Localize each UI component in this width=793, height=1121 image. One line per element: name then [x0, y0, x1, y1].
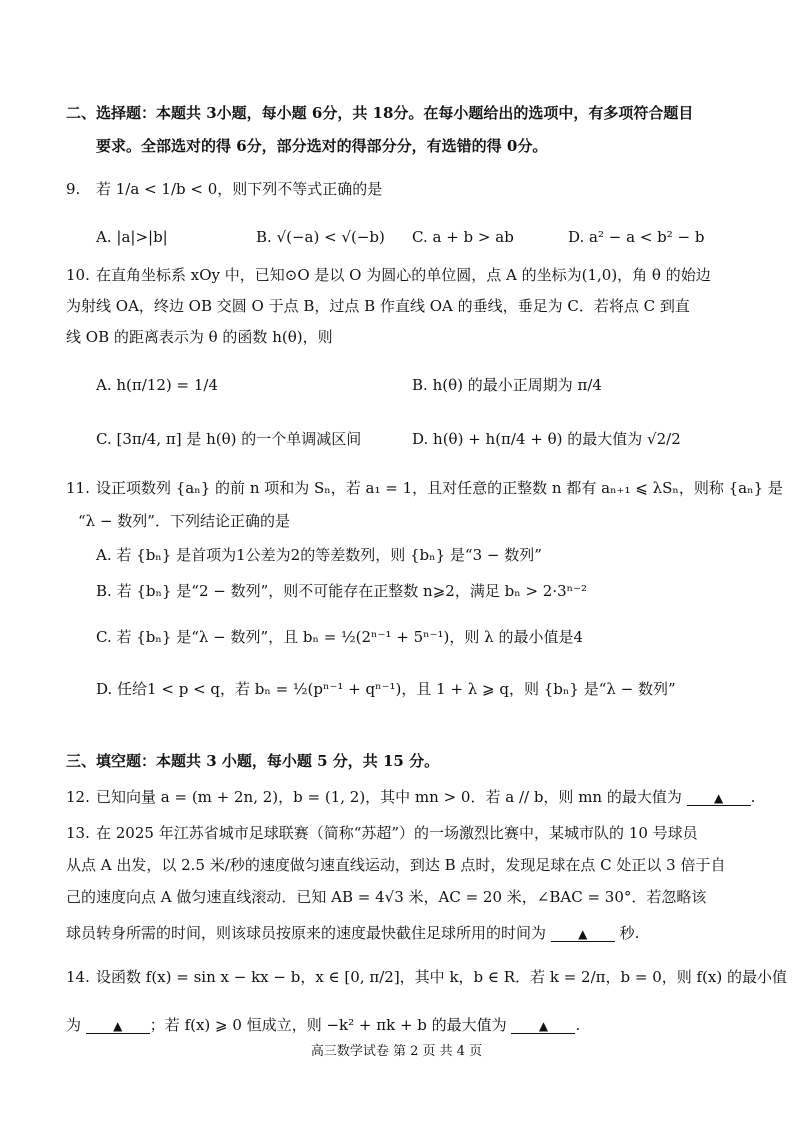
option-text: h(π/12) = 1/4: [116, 376, 218, 394]
option-text: 若 {bₙ} 是“2 − 数列”，则不可能存在正整数 n⩾2，满足 bₙ > 2·3ⁿ⁻²: [116, 582, 588, 600]
q13-line2: 从点 A 出发，以 2.5 米/秒的速度做匀速直线运动，到达 B 点时，发现足球在点 C 处正以 3 倍于自: [66, 856, 726, 874]
q10-option-a[interactable]: [96, 376, 218, 395]
q10-line2: 为射线 OA，终边 OB 交圆 O 于点 B，过点 B 作直线 OA 的垂线，垂足为 C．若将点 C 到直: [66, 297, 690, 315]
q10-option-d[interactable]: [412, 430, 681, 449]
option-text: a + b > ab: [432, 228, 514, 246]
page-footer: 高三数学试卷 第 2 页 共 4 页: [310, 1044, 483, 1059]
q9-stem: 若 1/a < 1/b < 0，则下列不等式正确的是: [96, 180, 383, 198]
q11-line2: “λ − 数列”．下列结论正确的是: [78, 512, 290, 530]
triangle-icon: ▲: [714, 791, 724, 805]
option-text: |a|>|b|: [116, 228, 168, 246]
triangle-icon: ▲: [538, 1019, 549, 1033]
option-label: C.: [96, 628, 112, 646]
q12-text: 已知向量 a = (m + 2n, 2)，b = (1, 2)，其中 mn > 0．若 a // b，则 mn 的最大值为: [96, 788, 682, 806]
section2-heading-line2: 要求。全部选对的得 6分，部分选对的得部分分，有选错的得 0分。: [96, 137, 548, 155]
q10-option-c[interactable]: [96, 430, 361, 449]
q11-line1: 设正项数列 {aₙ} 的前 n 项和为 Sₙ，若 a₁ = 1，且对任意的正整数 n 都有 aₙ₊₁ ⩽ λSₙ，则称 {aₙ} 是: [96, 479, 783, 497]
option-text: 若 {bₙ} 是首项为1公差为2的等差数列，则 {bₙ} 是“3 − 数列”: [116, 546, 542, 564]
q9-option-b[interactable]: [256, 228, 385, 247]
section2-heading-line1: 二、选择题：本题共 3小题，每小题 6分，共 18分。在每小题给出的选项中，有多项符合题目: [66, 104, 694, 122]
option-label: B.: [256, 228, 272, 246]
triangle-icon: ▲: [578, 927, 588, 941]
option-label: C.: [412, 228, 428, 246]
q12-end: .: [750, 788, 756, 806]
q12-text-row: [96, 788, 755, 807]
q12-number: 12.: [66, 788, 90, 806]
option-label: A.: [96, 546, 112, 564]
q13-line3: 己的速度向点 A 做匀速直线滚动．已知 AB = 4√3 米，AC = 20 米，∠BAC = 30°．若忽略该: [66, 888, 707, 906]
q14-answer-blank-2[interactable]: [511, 1018, 575, 1034]
option-label: B.: [412, 376, 428, 394]
option-label: A.: [96, 228, 112, 246]
q14-number: 14.: [66, 968, 90, 986]
q9-number: 9.: [66, 180, 81, 198]
q14-line2a: 为: [66, 1016, 82, 1034]
q11-option-a[interactable]: [96, 546, 542, 565]
option-label: D.: [96, 680, 113, 698]
q12-answer-blank[interactable]: [687, 790, 751, 806]
q11-number: 11.: [66, 479, 90, 497]
q9-option-d[interactable]: [568, 228, 704, 247]
option-label: A.: [96, 376, 112, 394]
option-label: C.: [96, 430, 112, 448]
q13-end: 秒.: [619, 924, 640, 942]
option-label: B.: [96, 582, 112, 600]
q13-number: 13.: [66, 824, 90, 842]
option-text: 若 {bₙ} 是“λ − 数列”，且 bₙ = ½(2ⁿ⁻¹ + 5ⁿ⁻¹)，则 λ 的最小值是4: [116, 628, 583, 646]
q11-option-c[interactable]: [96, 628, 583, 647]
option-text: [3π/4, π] 是 h(θ) 的一个单调减区间: [116, 430, 362, 448]
q14-line2-row: [66, 1016, 580, 1035]
q14-answer-blank-1[interactable]: [86, 1018, 150, 1034]
q13-line4: 球员转身所需的时间，则该球员按原来的速度最快截住足球所用的时间为: [66, 924, 547, 942]
q9-option-a[interactable]: [96, 228, 168, 247]
option-text: 任给1 < p < q，若 bₙ = ½(pⁿ⁻¹ + qⁿ⁻¹)，且 1 + λ ⩾ q，则 {bₙ} 是“λ − 数列”: [117, 680, 676, 698]
option-label: D.: [568, 228, 585, 246]
q13-answer-blank[interactable]: [551, 926, 615, 942]
q11-option-b[interactable]: [96, 582, 587, 601]
option-text: √(−a) < √(−b): [276, 228, 385, 246]
option-text: h(θ) 的最小正周期为 π/4: [432, 376, 602, 394]
q14-end: .: [575, 1016, 581, 1034]
option-text: h(θ) + h(π/4 + θ) 的最大值为 √2/2: [433, 430, 681, 448]
q13-line4-row: [66, 924, 639, 943]
q10-number: 10.: [66, 266, 90, 284]
q14-line1: 设函数 f(x) = sin x − kx − b，x ∈ [0, π/2]，其中 k，b ∈ R．若 k = 2/π，b = 0，则 f(x) 的最小值: [96, 968, 787, 986]
q13-line1: 在 2025 年江苏省城市足球联赛（简称“苏超”）的一场激烈比赛中，某城市队的 10 号球员: [96, 824, 698, 842]
option-label: D.: [412, 430, 429, 448]
q9-option-c[interactable]: [412, 228, 514, 247]
triangle-icon: ▲: [113, 1019, 123, 1033]
option-text: a² − a < b² − b: [589, 228, 705, 246]
section3-heading: 三、填空题：本题共 3 小题，每小题 5 分，共 15 分。: [66, 752, 440, 770]
q10-line3: 线 OB 的距离表示为 θ 的函数 h(θ)，则: [66, 328, 333, 346]
q10-option-b[interactable]: [412, 376, 602, 395]
q14-line2b: ；若 f(x) ⩾ 0 恒成立，则 −k² + πk + b 的最大值为: [149, 1016, 507, 1034]
q10-line1: 在直角坐标系 xOy 中，已知⊙O 是以 O 为圆心的单位圆，点 A 的坐标为(1,0)，角 θ 的始边: [96, 266, 711, 284]
q11-option-d[interactable]: [96, 680, 676, 699]
